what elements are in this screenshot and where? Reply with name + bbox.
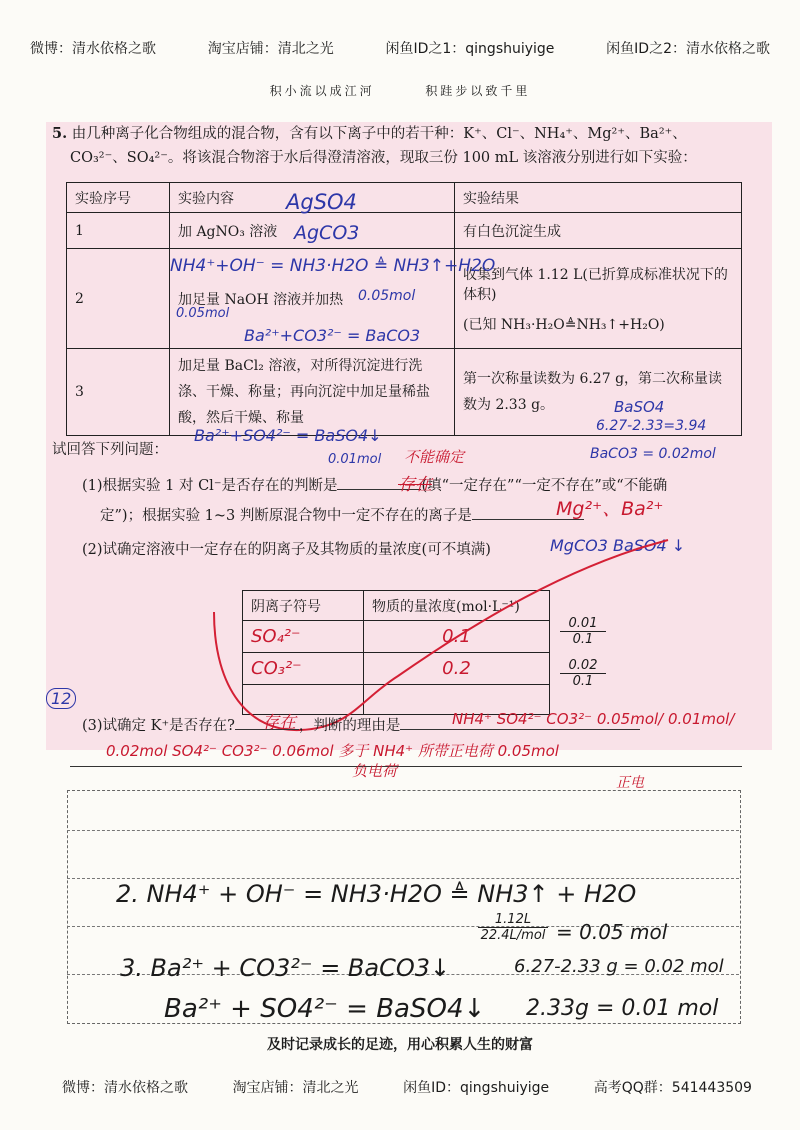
footer-shop: 淘宝店铺：清北之光 xyxy=(232,1080,359,1096)
hw-agco3: AgCO3 xyxy=(294,222,360,244)
hw-neg-charge: 负电荷 xyxy=(352,762,398,780)
q3-answer-line xyxy=(70,766,742,767)
q2-text: (2)试确定溶液中一定存在的阴离子及其物质的量浓度(可不填满) xyxy=(82,542,491,558)
hw-agso4: AgSO4 xyxy=(286,190,357,214)
row3-result: 第一次称量读数为 6.27 g，第二次称量读数为 2.33 g。 xyxy=(455,349,742,436)
hw-baso4-note: BaSO4 xyxy=(614,398,665,416)
q3-blank-2 xyxy=(400,729,640,730)
row1-content: 加 AgNO₃ 溶液 xyxy=(170,213,455,249)
hw-work-2: 3. Ba²⁺ + CO3²⁻ = BaCO3↓ xyxy=(120,954,451,982)
row2-id: 2 xyxy=(67,249,170,349)
hw-ba-so4-eq: Ba²⁺+SO4²⁻ = BaSO4↓ xyxy=(194,426,382,445)
hw-absent-ions: Mg²⁺、Ba²⁺ xyxy=(556,498,664,520)
header-xianyu-2: 闲鱼ID之2：清水依格之歌 xyxy=(606,41,770,57)
page-footer xyxy=(62,1077,752,1097)
question-line-2: CO₃²⁻、SO₄²⁻。将该混合物溶于水后得澄清溶液，现取三份 100 mL 该溶液分别进行如下实验： xyxy=(70,150,697,166)
hw-frac2-top: 0.02 xyxy=(568,658,598,673)
prompt: 试回答下列问题： xyxy=(52,442,168,458)
ion-row2-conc: 0.2 xyxy=(364,653,550,685)
question-line-1: 由几种离子化合物组成的混合物，含有以下离子中的若干种：K⁺、Cl⁻、NH₄⁺、Mg²⁺、Ba²⁺、 xyxy=(71,126,687,142)
hw-k-answer: 存在 xyxy=(262,713,296,733)
hw-cl-answer: 存在 xyxy=(398,475,432,495)
hw-q2-note: MgCO3 BaSO4 ↓ xyxy=(550,536,686,555)
q3-part-b: ，判断的理由是 xyxy=(298,718,401,734)
hw-score-mark: 12 xyxy=(46,688,76,709)
hw-cl-correction: 不能确定 xyxy=(404,448,465,466)
hw-baco3-mol: BaCO3 = 0.02mol xyxy=(590,446,716,462)
th-id: 实验序号 xyxy=(67,183,170,213)
footer-qq: 高考QQ群：541443509 xyxy=(593,1080,752,1096)
row3-id: 3 xyxy=(67,349,170,436)
header-weibo: 微博：清水依格之歌 xyxy=(30,41,156,57)
hw-work-3: Ba²⁺ + SO4²⁻ = BaSO4↓ xyxy=(164,994,486,1024)
question-number: 5. xyxy=(52,125,68,142)
row1-id: 1 xyxy=(67,213,170,249)
answer-box-divider xyxy=(67,878,739,879)
footer-weibo: 微博：清水依格之歌 xyxy=(62,1080,188,1096)
hw-work-2-res: 6.27-2.33 g = 0.02 mol xyxy=(514,956,724,977)
hw-mol-005a: 0.05mol xyxy=(358,288,416,304)
hw-work-frac-bot: 22.4L/mol xyxy=(478,927,548,943)
row2-content: 加足量 NaOH 溶液并加热 xyxy=(170,249,455,349)
hw-frac1-top: 0.01 xyxy=(568,616,598,631)
hw-work-1: 2. NH4⁺ + OH⁻ = NH3·H2O ≜ NH3↑ + H2O xyxy=(116,880,637,908)
hw-work-3-res: 2.33g = 0.01 mol xyxy=(526,996,719,1021)
hw-mol-005b: 0.05mol xyxy=(176,306,230,321)
hw-work-frac-top: 1.12L xyxy=(494,912,532,927)
hw-reason-2: 0.02mol SO4²⁻ CO3²⁻ 0.06mol 多于 NH4⁺ 所带正电荷 0.05mol xyxy=(106,742,559,760)
hw-frac2-bot: 0.1 xyxy=(560,673,606,689)
row2-note: (已知 NH₃·H₂O≜NH₃↑+H₂O) xyxy=(463,316,665,333)
row2-result: 收集到气体 1.12 L(已折算成标准状况下的体积) xyxy=(463,266,728,303)
q1-part-a: (1)根据实验 1 对 Cl⁻是否存在的判断是 xyxy=(82,478,338,494)
th-result: 实验结果 xyxy=(455,183,742,213)
row1-result: 有白色沉淀生成 xyxy=(455,213,742,249)
q3-part-a: (3)试确定 K⁺是否存在? xyxy=(82,718,235,734)
hw-work-frac-res: = 0.05 mol xyxy=(556,920,668,944)
footer-motto: 及时记录成长的足迹，用心积累人生的财富 xyxy=(267,1037,533,1053)
ion-row1-symbol: SO₄²⁻ xyxy=(243,621,364,653)
hw-calc-1: 6.27-2.33=3.94 xyxy=(596,418,707,434)
hw-frac1-bot: 0.1 xyxy=(560,631,606,647)
ion-th-symbol: 阴离子符号 xyxy=(243,591,364,621)
hw-pos-charge: 正电 xyxy=(616,775,644,791)
footer-xianyu: 闲鱼ID：qingshuiyige xyxy=(403,1080,550,1096)
hw-work-frac xyxy=(478,912,548,943)
header-xianyu-1: 闲鱼ID之1：qingshuiyige xyxy=(385,41,555,57)
header-shop: 淘宝店铺：清北之光 xyxy=(207,41,334,57)
q1-part-b: (填“一定存在”“一定不存在”或“不能确 xyxy=(421,478,668,494)
q1-part-c: 定”)；根据实验 1~3 判断原混合物中一定不存在的离子是 xyxy=(100,508,472,524)
hw-mol-001: 0.01mol xyxy=(328,452,382,467)
ion-row1-conc: 0.1 xyxy=(364,621,550,653)
ion-row2-symbol: CO₃²⁻ xyxy=(243,653,364,685)
answer-box-divider xyxy=(67,830,739,831)
hw-reason-1: NH4⁺ SO4²⁻ CO3²⁻ 0.05mol/ 0.01mol/ xyxy=(452,710,735,728)
hw-ba-co3-eq: Ba²⁺+CO3²⁻ = BaCO3 xyxy=(244,326,421,345)
motto-left: 积小流以成江河 xyxy=(269,84,375,98)
th-content: 实验内容 xyxy=(170,183,455,213)
hw-nh4-equation: NH4⁺+OH⁻ = NH3·H2O ≜ NH3↑+H2O xyxy=(170,256,496,276)
ion-th-conc: 物质的量浓度(mol·L⁻¹) xyxy=(364,591,550,621)
row3-content: 加足量 BaCl₂ 溶液，对所得沉淀进行洗涤、干燥、称量；再向沉淀中加足量稀盐酸，然后干燥、称量 xyxy=(170,349,455,436)
motto-right: 积跬步以致千里 xyxy=(425,84,531,98)
